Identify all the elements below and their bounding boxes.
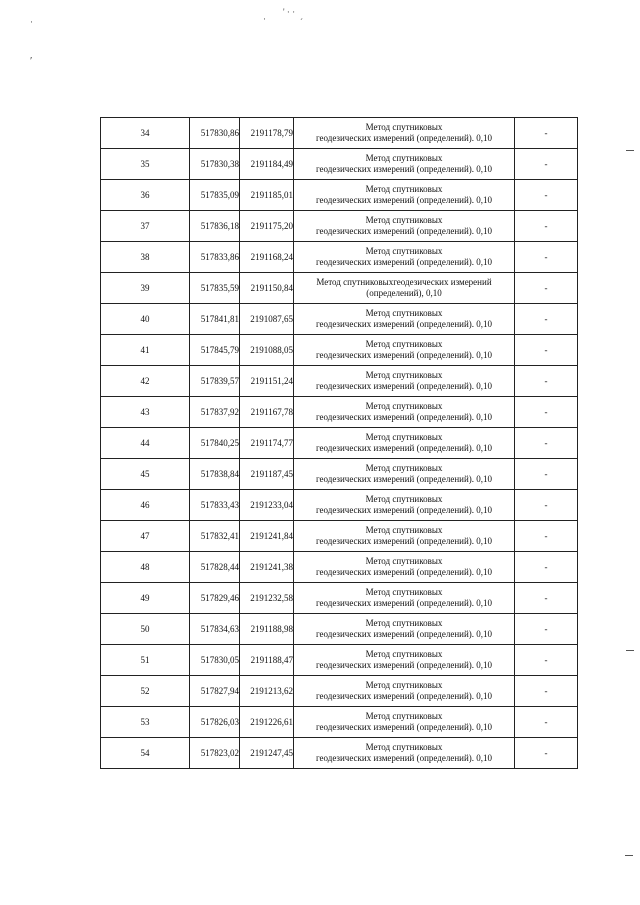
method-text-line2: геодезических измерений (определений). 0,10: [315, 443, 493, 453]
coordinate-x-cell: 517826,03: [190, 707, 240, 738]
coordinate-y-cell: 2191151,24: [240, 366, 294, 397]
dash-cell: -: [515, 428, 578, 459]
point-number-cell: 41: [101, 335, 190, 366]
method-cell: [294, 428, 515, 459]
point-number-cell: 43: [101, 397, 190, 428]
method-cell: [294, 707, 515, 738]
method-text-line1: Метод спутниковых: [365, 122, 443, 132]
method-cell: [294, 304, 515, 335]
method-text-line2: геодезических измерений (определений). 0,10: [315, 691, 493, 701]
method-cell: [294, 459, 515, 490]
point-number-cell: 34: [101, 118, 190, 149]
table-row: [101, 428, 578, 459]
dash-cell: -: [515, 707, 578, 738]
method-text-line1: Метод спутниковыхгеодезических измерений: [316, 277, 492, 287]
coordinate-x-cell: 517845,79: [190, 335, 240, 366]
dash-cell: -: [515, 645, 578, 676]
table-row: [101, 490, 578, 521]
method-text-line2: геодезических измерений (определений). 0,10: [315, 350, 493, 360]
method-cell: [294, 614, 515, 645]
coordinate-x-cell: 517839,57: [190, 366, 240, 397]
method-cell: [294, 180, 515, 211]
scan-mark-center: ·: [263, 14, 266, 24]
point-number-cell: 46: [101, 490, 190, 521]
method-text-line2: геодезических измерений (определений). 0,10: [315, 381, 493, 391]
point-number-cell: 35: [101, 149, 190, 180]
method-cell: [294, 490, 515, 521]
method-text-line1: Метод спутниковых: [365, 587, 443, 597]
method-cell: [294, 242, 515, 273]
coordinate-x-cell: 517830,38: [190, 149, 240, 180]
coordinate-y-cell: 2191185,01: [240, 180, 294, 211]
dash-cell: -: [515, 118, 578, 149]
point-number-cell: 48: [101, 552, 190, 583]
method-text-line2: геодезических измерений (определений). 0,10: [315, 722, 493, 732]
point-number-cell: 50: [101, 614, 190, 645]
coordinate-y-cell: 2191167,78: [240, 397, 294, 428]
table-row: [101, 211, 578, 242]
coordinate-y-cell: 2191150,84: [240, 273, 294, 304]
coordinate-y-cell: 2191232,58: [240, 583, 294, 614]
method-text-line2: геодезических измерений (определений). 0,10: [315, 257, 493, 267]
point-number-cell: 42: [101, 366, 190, 397]
point-number-cell: 47: [101, 521, 190, 552]
coordinate-x-cell: 517832,41: [190, 521, 240, 552]
method-cell: [294, 397, 515, 428]
coordinate-y-cell: 2191213,62: [240, 676, 294, 707]
point-number-cell: 39: [101, 273, 190, 304]
margin-tick: [626, 150, 634, 151]
coordinate-x-cell: 517828,44: [190, 552, 240, 583]
method-text-line1: Метод спутниковых: [365, 525, 443, 535]
method-text-line2: геодезических измерений (определений). 0,10: [315, 474, 493, 484]
method-text-line2: геодезических измерений (определений). 0,10: [315, 412, 493, 422]
method-text-line1: Метод спутниковых: [365, 742, 443, 752]
method-text-line1: Метод спутниковых: [365, 339, 443, 349]
point-number-cell: 37: [101, 211, 190, 242]
coordinate-y-cell: 2191087,65: [240, 304, 294, 335]
table-row: [101, 645, 578, 676]
method-cell: [294, 366, 515, 397]
table-row: [101, 521, 578, 552]
coordinate-x-cell: 517829,46: [190, 583, 240, 614]
scan-mark-right: ´: [300, 17, 303, 27]
margin-tick: [625, 855, 633, 856]
method-text-line2: геодезических измерений (определений). 0,10: [315, 536, 493, 546]
method-text-line1: Метод спутниковых: [365, 215, 443, 225]
point-number-cell: 44: [101, 428, 190, 459]
method-text-line1: Метод спутниковых: [365, 649, 443, 659]
coordinate-x-cell: 517840,25: [190, 428, 240, 459]
coordinate-x-cell: 517841,81: [190, 304, 240, 335]
coordinate-y-cell: 2191178,79: [240, 118, 294, 149]
method-cell: [294, 552, 515, 583]
table-row: [101, 118, 578, 149]
coordinate-x-cell: 517823,02: [190, 738, 240, 769]
method-text-line2: геодезических измерений (определений). 0,10: [315, 753, 493, 763]
method-text-line2: геодезических измерений (определений). 0,10: [315, 629, 493, 639]
method-text-line1: Метод спутниковых: [365, 432, 443, 442]
dash-cell: -: [515, 335, 578, 366]
method-cell: [294, 676, 515, 707]
table-row: [101, 459, 578, 490]
dash-cell: -: [515, 273, 578, 304]
coordinate-y-cell: 2191088,05: [240, 335, 294, 366]
dash-cell: -: [515, 490, 578, 521]
method-text-line1: Метод спутниковых: [365, 556, 443, 566]
method-text-line2: геодезических измерений (определений). 0,10: [315, 226, 493, 236]
point-number-cell: 36: [101, 180, 190, 211]
dash-cell: -: [515, 304, 578, 335]
coordinate-y-cell: 2191226,61: [240, 707, 294, 738]
dash-cell: -: [515, 459, 578, 490]
dash-cell: -: [515, 366, 578, 397]
dash-cell: -: [515, 397, 578, 428]
method-cell: [294, 738, 515, 769]
point-number-cell: 38: [101, 242, 190, 273]
table-row: [101, 149, 578, 180]
table-row: [101, 180, 578, 211]
table-row: [101, 552, 578, 583]
table-row: [101, 304, 578, 335]
method-text-line2: геодезических измерений (определений). 0,10: [315, 319, 493, 329]
method-cell: [294, 645, 515, 676]
method-text-line2: (определений), 0,10: [366, 288, 442, 298]
coordinates-table: [100, 117, 578, 769]
dash-cell: -: [515, 149, 578, 180]
point-number-cell: 51: [101, 645, 190, 676]
dash-cell: -: [515, 242, 578, 273]
method-text-line1: Метод спутниковых: [365, 184, 443, 194]
coordinate-x-cell: 517833,86: [190, 242, 240, 273]
method-text-line2: геодезических измерений (определений). 0,10: [315, 195, 493, 205]
scan-mark-top: ' · ·: [283, 7, 296, 17]
coordinate-x-cell: 517836,18: [190, 211, 240, 242]
point-number-cell: 53: [101, 707, 190, 738]
coordinate-x-cell: 517827,94: [190, 676, 240, 707]
point-number-cell: 49: [101, 583, 190, 614]
table-row: [101, 273, 578, 304]
method-cell: [294, 273, 515, 304]
coordinate-y-cell: 2191241,38: [240, 552, 294, 583]
method-cell: [294, 211, 515, 242]
coordinate-y-cell: 2191175,20: [240, 211, 294, 242]
method-cell: [294, 118, 515, 149]
dash-cell: -: [515, 552, 578, 583]
dash-cell: -: [515, 521, 578, 552]
coordinate-x-cell: 517830,86: [190, 118, 240, 149]
method-cell: [294, 335, 515, 366]
point-number-cell: 40: [101, 304, 190, 335]
method-cell: [294, 583, 515, 614]
scan-mark-margin: ′: [30, 55, 33, 67]
coordinate-y-cell: 2191168,24: [240, 242, 294, 273]
table-row: [101, 583, 578, 614]
method-text-line2: геодезических измерений (определений). 0,10: [315, 567, 493, 577]
method-text-line1: Метод спутниковых: [365, 618, 443, 628]
coordinate-x-cell: 517834,63: [190, 614, 240, 645]
method-cell: [294, 149, 515, 180]
coordinate-x-cell: 517837,92: [190, 397, 240, 428]
method-text-line1: Метод спутниковых: [365, 153, 443, 163]
method-cell: [294, 521, 515, 552]
dash-cell: -: [515, 180, 578, 211]
table-row: [101, 614, 578, 645]
method-text-line2: геодезических измерений (определений). 0,10: [315, 598, 493, 608]
dash-cell: -: [515, 676, 578, 707]
method-text-line2: геодезических измерений (определений). 0,10: [315, 164, 493, 174]
dash-cell: -: [515, 738, 578, 769]
table-row: [101, 676, 578, 707]
dash-cell: -: [515, 583, 578, 614]
method-text-line1: Метод спутниковых: [365, 463, 443, 473]
coordinate-x-cell: 517833,43: [190, 490, 240, 521]
coordinates-table-body: [101, 118, 578, 769]
coordinate-y-cell: 2191187,45: [240, 459, 294, 490]
table-row: [101, 242, 578, 273]
coordinate-y-cell: 2191241,84: [240, 521, 294, 552]
method-text-line1: Метод спутниковых: [365, 308, 443, 318]
scan-mark-left: ·: [30, 17, 33, 27]
coordinate-x-cell: 517830,05: [190, 645, 240, 676]
point-number-cell: 45: [101, 459, 190, 490]
table-row: [101, 366, 578, 397]
dash-cell: -: [515, 614, 578, 645]
table-row: [101, 707, 578, 738]
method-text-line1: Метод спутниковых: [365, 494, 443, 504]
method-text-line1: Метод спутниковых: [365, 711, 443, 721]
method-text-line1: Метод спутниковых: [365, 246, 443, 256]
method-text-line2: геодезических измерений (определений). 0,10: [315, 505, 493, 515]
coordinate-x-cell: 517835,09: [190, 180, 240, 211]
coordinate-y-cell: 2191188,47: [240, 645, 294, 676]
point-number-cell: 54: [101, 738, 190, 769]
coordinate-y-cell: 2191233,04: [240, 490, 294, 521]
coordinate-y-cell: 2191174,77: [240, 428, 294, 459]
coordinate-y-cell: 2191247,45: [240, 738, 294, 769]
method-text-line2: геодезических измерений (определений). 0,10: [315, 660, 493, 670]
table-row: [101, 335, 578, 366]
method-text-line1: Метод спутниковых: [365, 680, 443, 690]
table-row: [101, 738, 578, 769]
margin-tick: [626, 650, 634, 651]
table-row: [101, 397, 578, 428]
method-text-line1: Метод спутниковых: [365, 370, 443, 380]
coordinate-y-cell: 2191184,49: [240, 149, 294, 180]
coordinate-x-cell: 517835,59: [190, 273, 240, 304]
method-text-line1: Метод спутниковых: [365, 401, 443, 411]
point-number-cell: 52: [101, 676, 190, 707]
coordinate-x-cell: 517838,84: [190, 459, 240, 490]
coordinate-y-cell: 2191188,98: [240, 614, 294, 645]
dash-cell: -: [515, 211, 578, 242]
method-text-line2: геодезических измерений (определений). 0,10: [315, 133, 493, 143]
